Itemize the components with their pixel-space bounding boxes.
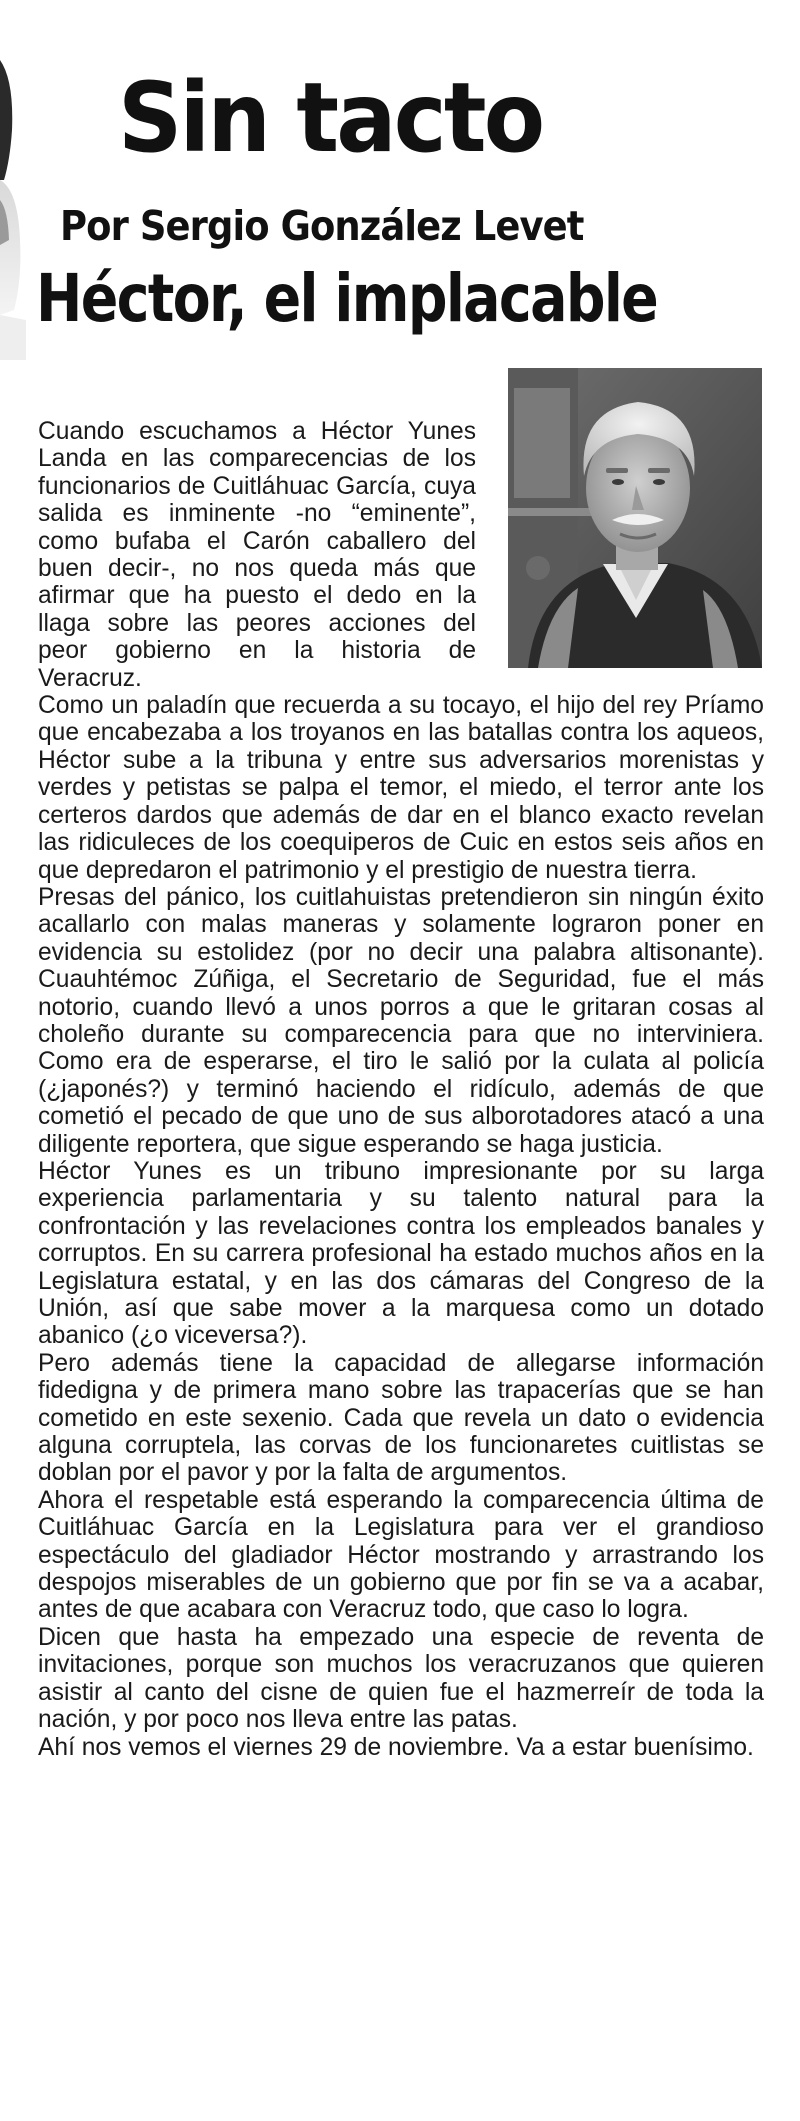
article-paragraph: Como un paladín que recuerda a su tocayo, el hijo del rey Príamo que encabezaba a los troyanos en las batallas contra los aqueos, Héctor sube a la tribuna y entre sus adversarios morenistas y verdes y petistas se palpa el temor, el miedo, el terror ante los certeros dardos que además de dar en el blanco exacto revelan las ridiculeces de los coequiperos de Cuic en estos seis años en que depredaron el patrimonio y el prestigio de nuestra tierra. [38, 692, 764, 884]
article-body [38, 418, 764, 1761]
article-paragraph: Pero además tiene la capacidad de allegarse información fidedigna y de primera mano sobre las trapacerías que se han cometido en este sexenio. Cada que revela un dato o evidencia alguna corruptela, las corvas de los funcionaretes cuitlistas se doblan por el pavor y por la falta de argumentos. [38, 1349, 764, 1487]
article-paragraph: Ahora el respetable está esperando la comparecencia última de Cuitláhuac García en la Legislatura para ver el grandioso espectáculo del gladiador Héctor mostrando y arrastrando los despojos miserables de un gobierno que por fin se va a acabar, antes de que acabara con Veracruz todo, que caso lo logra. [38, 1486, 764, 1624]
article-paragraph: Cuando escuchamos a Héctor Yunes Landa en las comparecencias de los funcionarios de Cuitláhuac García, cuya salida es inminente -no “eminente”, como bufaba el Carón caballero del buen decir-, no nos queda más que afirmar que ha puesto el dedo en la llaga sobre las peores acciones del peor gobierno en la historia de Veracruz. [38, 418, 476, 692]
article-paragraph: Dicen que hasta ha empezado una especie de reventa de invitaciones, porque son muchos los veracruzanos que quieren asistir al canto del cisne de quien fue el hazmerreír de toda la nación, y por poco nos lleva entre las patas. [38, 1623, 764, 1734]
edge-portrait-image [0, 40, 30, 360]
author-byline: Por Sergio González Levet [60, 202, 584, 250]
article-paragraph: Héctor Yunes es un tribuno impresionante por su larga experiencia parlamentaria y su talento natural para la confrontación y las revelaciones contra los empleados banales y corruptos. En su carrera profesional ha estado muchos años en la Legislatura estatal, y en las dos cámaras del Congreso de la Unión, así que sabe mover a la marquesa como un dotado abanico (¿o viceversa?). [38, 1157, 764, 1350]
article-paragraph: Presas del pánico, los cuitlahuistas pretendieron sin ningún éxito acallarlo con malas maneras y solamente lograron poner en evidencia su estolidez (por no decir una palabra altisonante). Cuauhtémoc Zúñiga, el Secretario de Seguridad, fue el más notorio, cuando llevó a unos porros a que le gritaran cosas al choleño durante su comparecencia para que no interviniera. Como era de esperarse, el tiro le salió por la culata al policía (¿japonés?) y terminó haciendo el ridículo, además de que cometió el pecado de que uno de sus alborotadores atacó a una diligente reportera, que sigue esperando se haga justicia. [38, 883, 764, 1158]
article-paragraph: Ahí nos vemos el viernes 29 de noviembre. Va a estar buenísimo. [38, 1733, 754, 1761]
article-headline: Héctor, el implacable [36, 260, 658, 337]
column-title: Sin tacto [118, 62, 543, 174]
